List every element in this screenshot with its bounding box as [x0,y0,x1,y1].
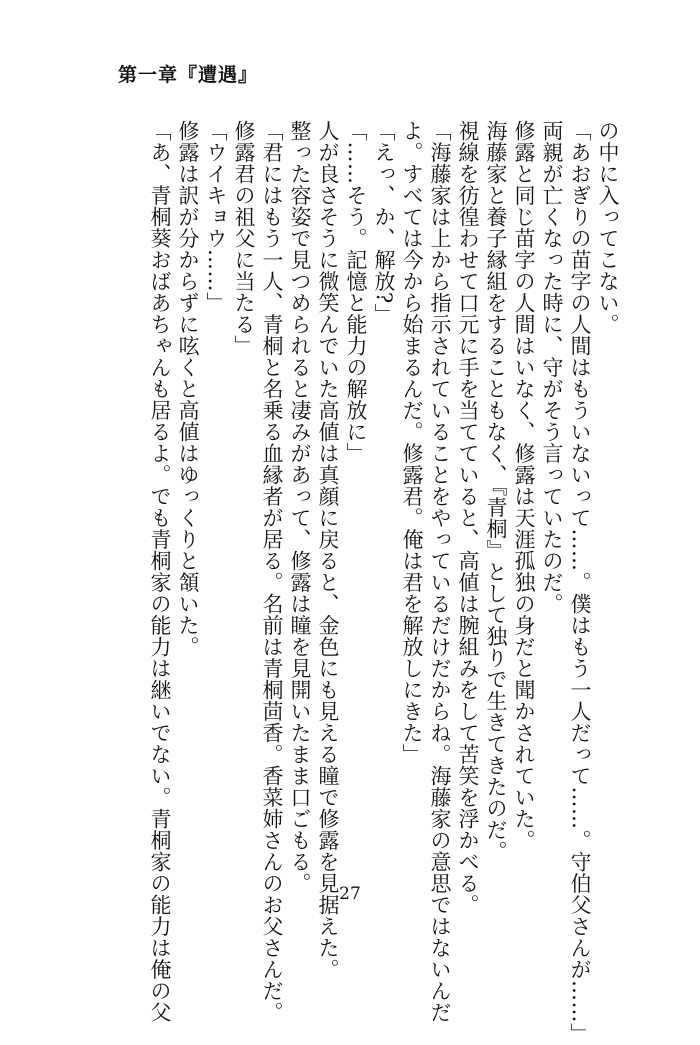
page-number: 27 [339,884,361,904]
text-line: 「あおぎりの苗字の人間はもういないって……。僕はもう一人だって……。守伯父さんが……」 [568,120,592,1045]
text-line: 修露は訳が分からずに呟くと高値はゆっくりと頷いた。 [176,120,200,658]
text-line: 「あ、青桐葵おばあちゃんも居るよ。でも青桐家の能力は継いでない。青桐家の能力は俺の父 [148,120,172,1023]
text-line: 海藤家と養子縁組をすることもなく、『青桐』として独りで生きてきたのだ。 [484,120,508,862]
text-line: 視線を彷徨わせて口元に手を当てていると、高値は腕組みをして苦笑を浮かべる。 [456,120,480,916]
text-line: 「海藤家は上から指示されていることをやっているだけだからね。海藤家の意思ではないんだ [428,120,452,1023]
text-line: の中に入ってこない。 [596,120,620,335]
text-line: 人が良さそうに微笑んでいた高値は真顔に戻ると、金色にも見える瞳で修露を見据えた。 [316,120,340,980]
text-line: 「えっ、か、解放?」 [372,120,396,326]
text-line: 整った容姿で見つめられると凄みがあって、修露は瞳を見開いたまま口ごもる。 [288,120,312,894]
chapter-title: 第一章『遭遇』 [118,64,259,86]
text-line: 修露君の祖父に当たる」 [232,120,256,357]
text-line: 修露と同じ苗字の人間はいなく、修露は天涯孤独の身だと聞かされていた。 [512,120,536,851]
text-line: 両親が亡くなった時に、守がそう言っていたのだ。 [540,120,564,615]
text-line: 「君にはもう一人、青桐と名乗る血縁者が居る。名前は青桐茴香。香菜姉さんのお父さんだ。 [260,120,284,1023]
text-line: 「ウイキョウ……」 [204,120,228,314]
text-line: よ。すべては今から始まるんだ。修露君。俺は君を解放しにきた」 [400,120,424,765]
text-line: 「……そう。記憶と能力の解放に」 [344,120,368,464]
